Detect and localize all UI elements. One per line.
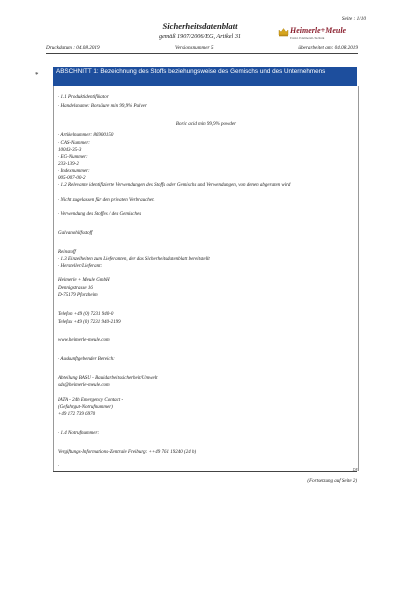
- company-logo: [278, 25, 347, 45]
- article-number: · Artikelnummer: 86900150: [58, 133, 114, 138]
- header-divider: [46, 53, 358, 54]
- company-website: www.heimerle-meule.com: [58, 338, 110, 343]
- print-date: Druckdatum : 04.08.2019: [46, 45, 100, 51]
- department-name: Abteilung BASU - Bauidarbeitssicherheit/Umwelt: [58, 376, 158, 381]
- consumer-restriction: · Nicht zugelassen für den privaten Verbraucher.: [58, 198, 155, 203]
- substance-type: Reinstoff: [58, 250, 76, 255]
- company-city: D-75179 Pforzheim: [58, 293, 98, 298]
- ec-label: · EG-Nummer:: [58, 155, 88, 160]
- subsection-1-1-heading: · 1.1 Produktidentifikator: [58, 95, 109, 100]
- version-number: Versionsnummer 5: [175, 45, 214, 51]
- subsection-1-2-heading: · 1.2 Relevante identifizierte Verwendungen des Stoffs oder Gemischs und Verwendungen, von denen abgeraten wird: [58, 183, 291, 188]
- logo-tagline: Erstkl. Edelmetall-Technik: [290, 35, 325, 40]
- poison-center: Vergiftungs-Informations-Zentrale Freiburg: ++49 761 19240 (24 h): [58, 450, 197, 455]
- section-bullet: *: [35, 71, 39, 79]
- emergency-contact-note: (Gefahrgut-Notrufnummer): [58, 405, 113, 410]
- trade-name-english: Boric acid min 99,9% powder: [175, 122, 237, 127]
- revision-date: überarbeitet am: 04.08.2019: [298, 45, 358, 51]
- use-value: Galvanohilfsstoff: [58, 231, 93, 236]
- subsection-1-3-heading: · 1.3 Einzelheiten zum Lieferanten, der das Sicherheitsdatenblatt bereitstellt: [58, 257, 210, 262]
- emergency-contact-phone: +49 172 739 6970: [58, 412, 96, 417]
- ec-value: 233-139-2: [58, 162, 79, 167]
- cas-label: · CAS-Nummer:: [58, 141, 90, 146]
- trailing-mark: .: [58, 463, 60, 468]
- company-phone: Telefon +49 (0) 7231 940-0: [58, 312, 114, 317]
- index-label: · Indexnummer:: [58, 169, 90, 174]
- company-fax: Telefax +49 (0) 7231 940-2199: [58, 320, 121, 325]
- trade-name: · Handelsname: Borsäure min 99,9% Pulver: [58, 104, 147, 109]
- footer-divider: [53, 471, 357, 472]
- company-street: Dennigstrasse 16: [58, 286, 93, 291]
- department-email: sds@heimerle-meule.com: [58, 383, 110, 388]
- section-heading: ABSCHNITT 1: Bezeichnung des Stoffs beziehungsweise des Gemischs und des Unternehmens: [53, 67, 357, 86]
- company-name: Heimerle + Meule GmbH: [58, 278, 110, 283]
- document-title: Sicherheitsdatenblatt: [162, 21, 238, 31]
- index-value: 005-007-00-2: [58, 176, 86, 181]
- continuation-note: (Fortsetzung auf Seite 2): [307, 479, 357, 484]
- supplier-label: · Hersteller/Lieferant:: [58, 264, 103, 269]
- info-department-label: · Auskunftgebender Bereich:: [58, 357, 115, 362]
- emergency-contact-title: IATA - 24h Emergency Contact -: [58, 398, 124, 403]
- document-subtitle: gemäß 1907/2006/EG, Artikel 31: [158, 33, 242, 40]
- cas-value: 10043-35-3: [58, 148, 82, 153]
- footer-page-code: DE: [352, 467, 358, 472]
- crown-icon: [278, 27, 289, 37]
- logo-name: Heimerle+Meule: [290, 26, 347, 35]
- use-heading: · Verwendung des Stoffes / des Gemisches: [58, 212, 142, 217]
- subsection-1-4-heading: · 1.4 Notrufnummer:: [58, 431, 100, 436]
- page-number: Seite : 1/10: [341, 16, 366, 22]
